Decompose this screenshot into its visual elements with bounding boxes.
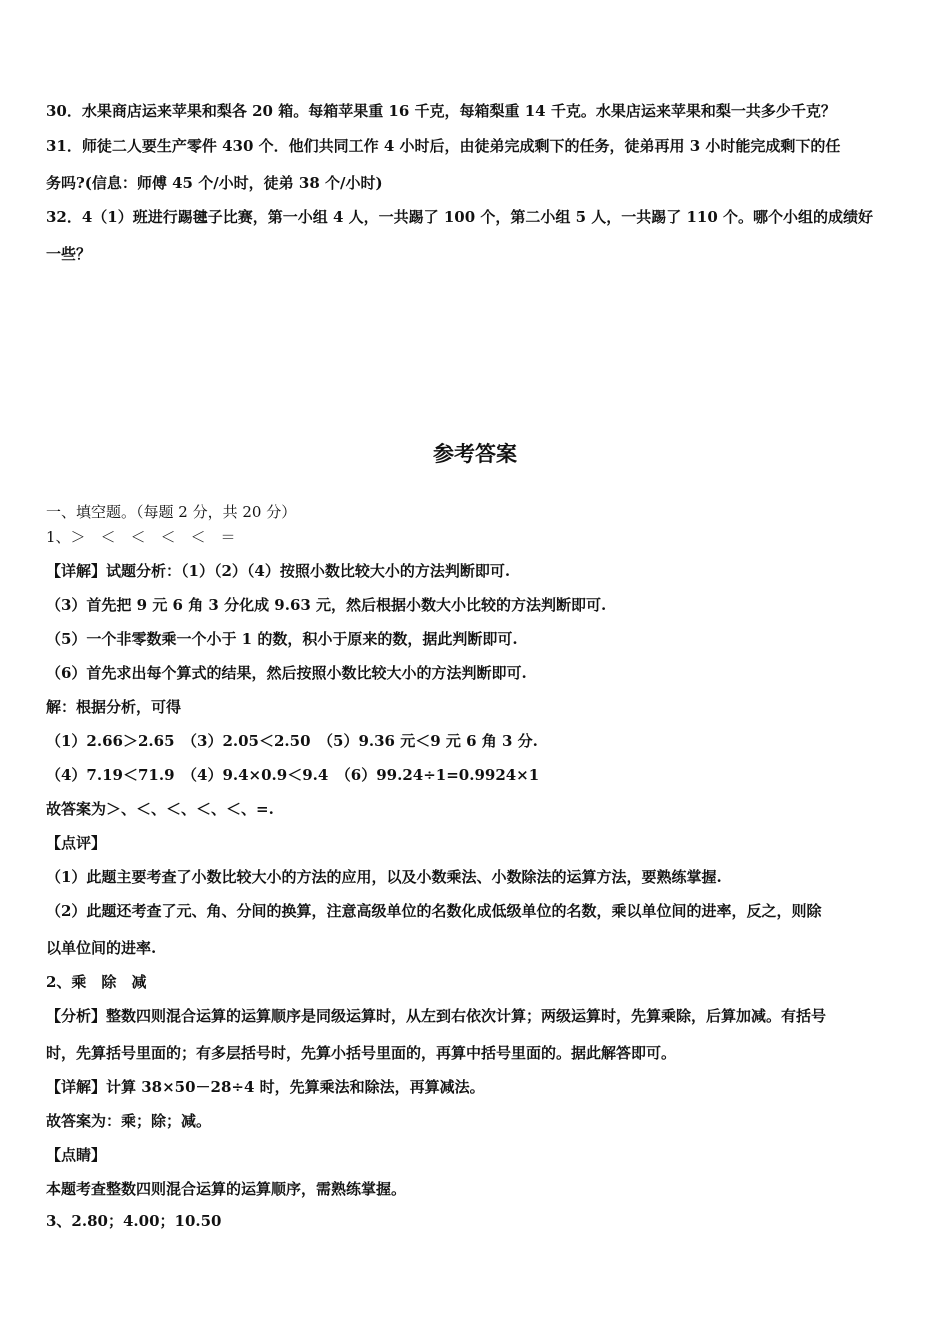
answer-1-detail-6: （6）首先求出每个算式的结果，然后按照小数比较大小的方法判断即可.	[46, 664, 527, 682]
answer-1-review-2-line-1: （2）此题还考查了元、角、分间的换算，注意高级单位的名数化成低级单位的名数，乘以单位间的进率，反之，则除	[46, 902, 822, 920]
answer-2-final: 故答案为：乘；除；减。	[46, 1112, 212, 1130]
question-31-line-1: 31．师徒二人要生产零件 430 个．他们共同工作 4 小时后，由徒弟完成剩下的任务，徒弟再用 3 小时能完成剩下的任	[46, 137, 841, 155]
answer-1-comparisons-a: （1）2.66＞2.65 （3）2.05＜2.50 （5）9.36 元＜9 元 6 角 3 分.	[46, 732, 538, 750]
answer-2-note-label: 【点睛】	[46, 1146, 107, 1164]
answer-3-result: 3、2.80；4.00；10.50	[46, 1212, 222, 1230]
answer-1-final: 故答案为＞、＜、＜、＜、＜、=.	[46, 800, 274, 818]
question-30: 30．水果商店运来苹果和梨各 20 箱。每箱苹果重 16 千克，每箱梨重 14 千克。水果店运来苹果和梨一共多少千克？	[46, 102, 836, 120]
question-32-line-2: 一些？	[46, 245, 92, 263]
answer-1-review-1: （1）此题主要考查了小数比较大小的方法的应用，以及小数乘法、小数除法的运算方法，要熟练掌握.	[46, 868, 722, 886]
answer-1-review-2-line-2: 以单位间的进率.	[46, 939, 157, 957]
answer-2-analysis-line-1: 【分析】整数四则混合运算的运算顺序是同级运算时，从左到右依次计算；两级运算时，先算乘除，后算加减。有括号	[46, 1007, 827, 1025]
question-31-line-2: 务吗?(信息：师傅 45 个/小时，徒弟 38 个/小时)	[46, 174, 383, 192]
answer-1-result: 1、＞ ＜ ＜ ＜ ＜ ＝	[46, 528, 236, 546]
answer-section-heading: 一、填空题。（每题 2 分，共 20 分）	[46, 503, 297, 521]
question-32-line-1: 32．4（1）班进行踢毽子比赛，第一小组 4 人，一共踢了 100 个，第二小组 5 人，一共踢了 110 个。哪个小组的成绩好	[46, 208, 874, 226]
answer-1-detail-5: （5）一个非零数乘一个小于 1 的数，积小于原来的数，据此判断即可.	[46, 630, 518, 648]
answer-1-detail-3: （3）首先把 9 元 6 角 3 分化成 9.63 元，然后根据小数大小比较的方法判断即可.	[46, 596, 607, 614]
answer-2-analysis-line-2: 时，先算括号里面的；有多层括号时，先算小括号里面的，再算中括号里面的。据此解答即可。	[46, 1044, 677, 1062]
answer-1-detail: 【详解】试题分析：（1）（2）（4）按照小数比较大小的方法判断即可.	[46, 562, 511, 580]
answer-1-solution: 解：根据分析，可得	[46, 698, 182, 716]
answer-2-note: 本题考查整数四则混合运算的运算顺序，需熟练掌握。	[46, 1180, 407, 1198]
answer-1-review-label: 【点评】	[46, 834, 107, 852]
answer-section-title: 参考答案	[433, 442, 517, 466]
answer-1-comparisons-b: （4）7.19＜71.9 （4）9.4×0.9＜9.4 （6）99.24÷1=0.9924×1	[46, 766, 540, 784]
answer-2-detail: 【详解】计算 38×50－28÷4 时，先算乘法和除法，再算减法。	[46, 1078, 485, 1096]
answer-2-result: 2、乘 除 减	[46, 973, 147, 991]
